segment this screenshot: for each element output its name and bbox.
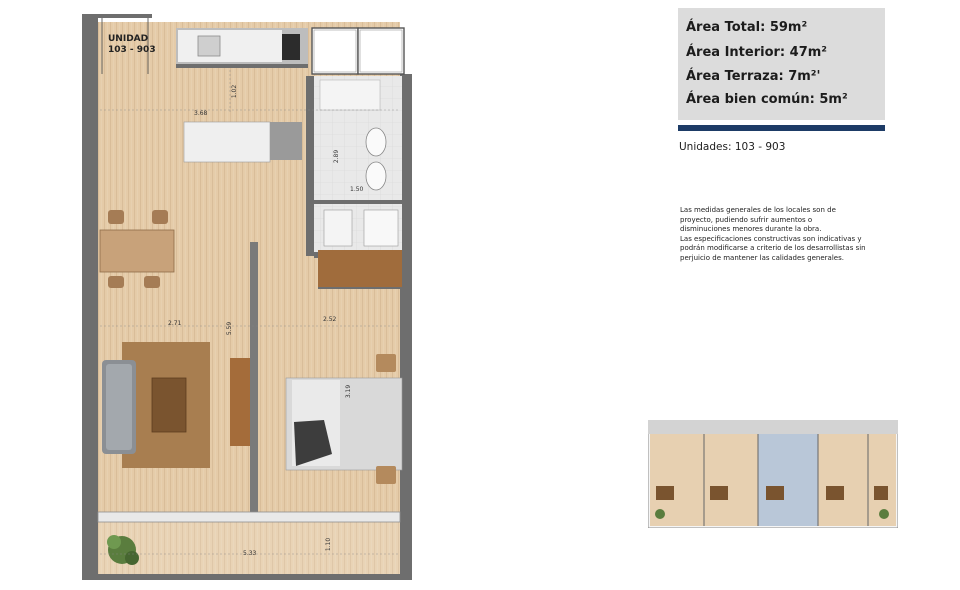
highlighted-unit (758, 434, 818, 526)
area-interior: Área Interior: 47m² (686, 45, 827, 60)
shower (320, 80, 380, 110)
dimension-label: 1.10 (325, 537, 333, 552)
dimension-label: 2.71 (168, 320, 182, 327)
appliance (270, 122, 302, 160)
area-total: Área Total: 59m² (686, 20, 808, 35)
note-line: Las medidas generales de los locales son de (680, 206, 836, 214)
floor-plan (80, 14, 420, 584)
terrace-railing (98, 512, 400, 522)
dimension-label: 2.52 (323, 316, 337, 323)
tv-console (230, 358, 250, 446)
dimension-label: 1.50 (350, 186, 364, 193)
wardrobe (318, 250, 402, 288)
kitchen-island (184, 122, 270, 162)
note-line: Las especificaciones constructivas son indicativas y (680, 234, 862, 243)
coffee-table (152, 378, 186, 432)
dimension-label: 3.68 (194, 110, 208, 117)
bidet-icon (366, 128, 386, 156)
area-terrace: Área Terraza: 7m²' (686, 69, 821, 84)
cooktop-icon (282, 34, 300, 60)
left-wall (82, 14, 98, 580)
toilet-icon (366, 162, 386, 190)
dimension-label: 5.59 (226, 321, 234, 336)
unit-label-line2: 103 - 903 (108, 45, 156, 55)
dimension-label: 5.33 (243, 550, 257, 557)
disclaimer-notes (680, 206, 880, 263)
dimension-label: 2.89 (333, 149, 341, 164)
units-text: Unidades: 103 - 903 (679, 141, 786, 153)
key-plan-image (648, 420, 898, 528)
accent-bar (678, 125, 885, 131)
sink-icon (198, 36, 220, 56)
note-line: disminuciones menores durante la obra. (680, 225, 822, 233)
dimension-label: 3.19 (345, 384, 353, 399)
terrace-floor (98, 522, 400, 574)
area-common: Área bien común: 5m² (686, 92, 848, 107)
note-line: proyecto, pudiendo sufrir aumentos o (680, 215, 813, 224)
note-line: podrán modificarse a criterio de los desarrollistas sin (680, 244, 866, 252)
dining-table (100, 230, 174, 272)
dimension-label: 1.02 (231, 84, 239, 99)
partition-wall (250, 242, 258, 512)
unit-label-line1: UNIDAD (108, 34, 149, 44)
unit-label (108, 34, 156, 56)
note-line: perjuicio de mantener las calidades generales. (680, 253, 844, 262)
